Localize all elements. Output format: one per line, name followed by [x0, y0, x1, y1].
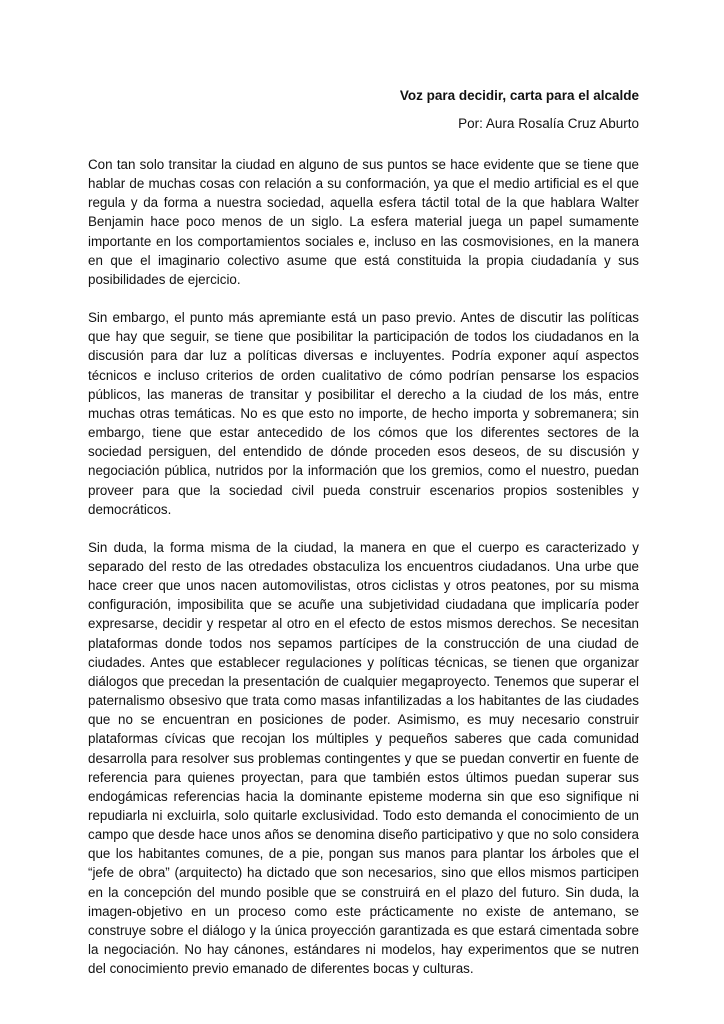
document-page: [88, 86, 639, 978]
paragraph-2: Sin embargo, el punto más apremiante está un paso previo. Antes de discutir las políticas que hay que seguir, se tiene que posibilitar la participación de todos los ciudadanos en la discusión para dar luz a políticas diversas e incluyentes. Podría exponer aquí aspectos técnicos e incluso criterios de orden cualitativo de cómo podrían pensarse los espacios públicos, las maneras de transitar y posibilitar el derecho a la ciudad de los más, entre muchas otras temáticas. No es que esto no importe, de hecho importa y sobremanera; sin embargo, tiene que estar antecedido de los cómos que los diferentes sectores de la sociedad persiguen, del entendido de dónde proceden esos deseos, de su discusión y negociación pública, nutridos por la información que los gremios, como el nuestro, puedan proveer para que la sociedad civil pueda construir escenarios propios sostenibles y democráticos.: [88, 310, 639, 517]
document-author: Por: Aura Rosalía Cruz Aburto: [458, 116, 639, 131]
document-title: Voz para decidir, carta para el alcalde: [399, 88, 639, 103]
paragraph-3: Sin duda, la forma misma de la ciudad, la manera en que el cuerpo es caracterizado y separado del resto de las otredades obstaculiza los encuentros ciudadanos. Una urbe que hace creer que unos nacen automovilistas, otros ciclistas y otros peatones, por su misma configuración, imposibilita que se acuñe una subjetividad ciudadana que implicaría poder expresarse, decidir y respetar al otro en el efecto de estos mismos derechos. Se necesitan plataformas donde todos nos sepamos partícipes de la construcción de una ciudad de ciudades. Antes que establecer regulaciones y políticas técnicas, se tienen que organizar diálogos que precedan la presentación de cualquier megaproyecto. Tenemos que superar el paternalismo obsesivo que trata como masas infantilizadas a los habitantes de las ciudades que no se encuentran en posiciones de poder. Asimismo, es muy necesario construir plataformas cívicas que recojan los múltiples y pequeños saberes que cada comunidad desarrolla para resolver sus problemas contingentes y que se puedan convertir en fuente de referencia para quienes proyectan, para que también estos últimos puedan superar sus endogámicas referencias hacia la dominante episteme moderna sin que eso signifique ni repudiarla ni excluirla, solo quitarle exclusividad. Todo esto demanda el conocimiento de un campo que desde hace unos años se denomina diseño participativo y que no solo considera que los habitantes comunes, de a pie, pongan sus manos para plantar los árboles que el “jefe de obra” (arquitecto) ha dictado que son necesarios, sino que ellos mismos participen en la concepción del mundo posible que se construirá en el plazo del futuro. Sin duda, la imagen-objetivo en un proceso como este prácticamente no existe de antemano, se construye sobre el diálogo y la única proyección garantizada es que estará cimentada sobre la negociación. No hay cánones, estándares ni modelos, hay experimentos que se nutren del conocimiento previo emanado de diferentes bocas y culturas.: [88, 539, 639, 977]
paragraph-1: Con tan solo transitar la ciudad en alguno de sus puntos se hace evidente que se tiene que hablar de muchas cosas con relación a su conformación, ya que el medio artificial es el que regula y da forma a nuestra sociedad, aquella esfera táctil total de la que hablara Walter Benjamin hace poco menos de un siglo. La esfera material juega un papel sumamente importante en los comportamientos sociales e, incluso en las cosmovisiones, en la manera en que el imaginario colectivo asume que está constituida la propia ciudadanía y sus posibilidades de ejercicio.: [88, 157, 639, 287]
